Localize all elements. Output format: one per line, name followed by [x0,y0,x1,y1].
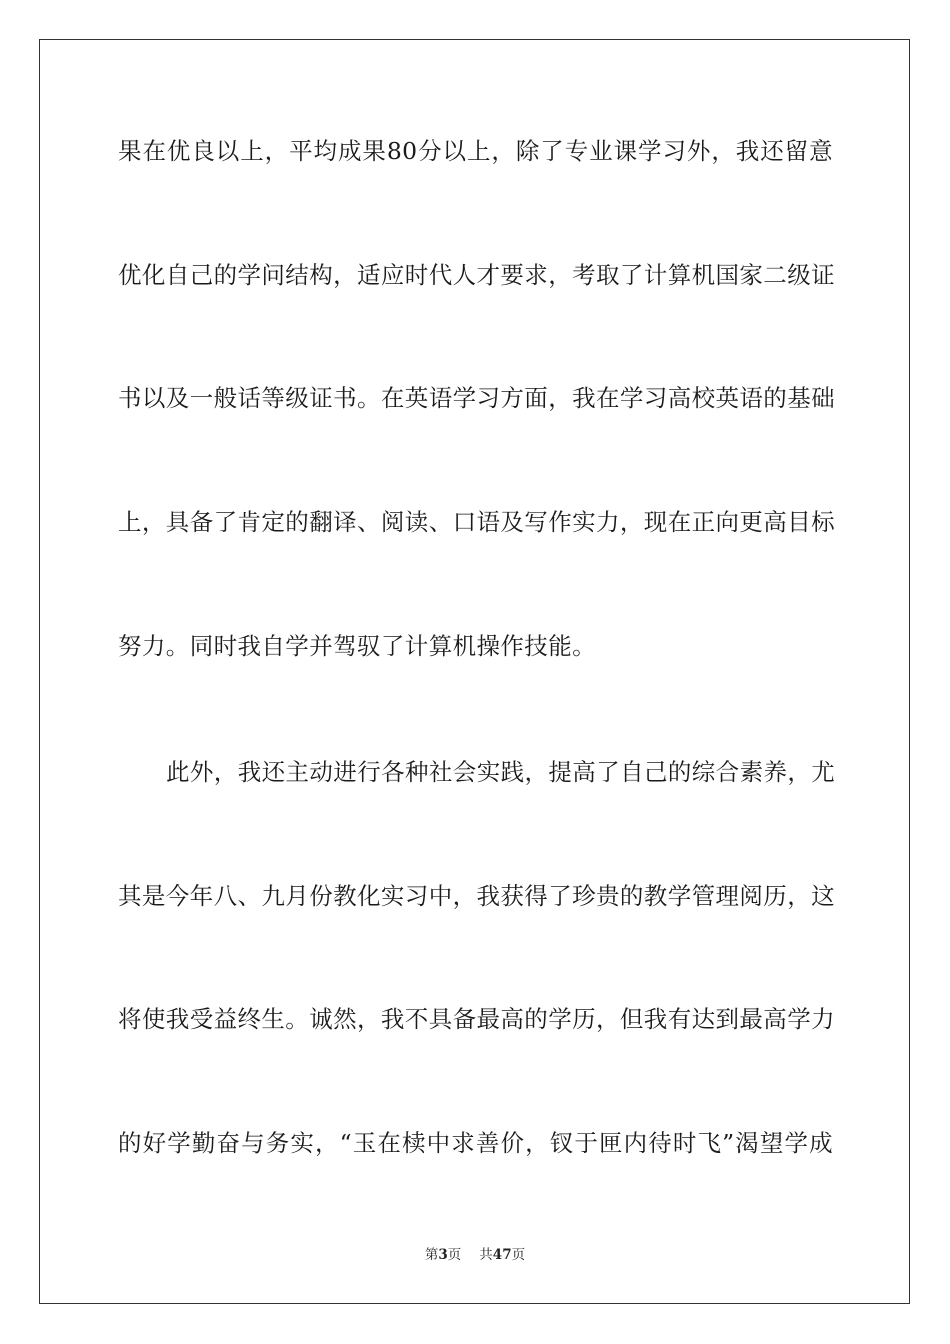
text-line-3: 书以及一般话等级证书。在英语学习方面，我在学习高校英语的基础 [118,384,835,412]
text-line-6: 此外，我还主动进行各种社会实践，提高了自己的综合素养，尤 [166,758,836,786]
text-line-5: 努力。同时我自学并驾驭了计算机操作技能。 [118,632,596,660]
footer-total-suffix: 页 [511,1247,526,1263]
text-line-8: 将使我受益终生。诚然，我不具备最高的学历，但我有达到最高学力 [118,1005,835,1033]
footer-page-number: 3 [438,1247,448,1263]
footer-page-suffix: 页 [447,1247,462,1263]
text-line-7: 其是今年八、九月份教化实习中，我获得了珍贵的教学管理阅历，这 [118,882,835,910]
text-line-2: 优化自己的学问结构，适应时代人才要求，考取了计算机国家二级证 [118,261,835,289]
text-line-9: 的好学勤奋与务实，“玉在椟中求善价，钗于匣内待时飞”渴望学成 [118,1129,833,1157]
footer-total-prefix: 共 [479,1247,493,1263]
page-border [39,39,910,1304]
page-footer [0,1246,950,1264]
footer-total-pages: 47 [492,1247,512,1263]
text-line-1: 果在优良以上，平均成果80分以上，除了专业课学习外，我还留意 [118,137,833,165]
footer-page-prefix: 第 [424,1247,439,1263]
text-line-4: 上，具备了肯定的翻译、阅读、口语及写作实力，现在正向更高目标 [118,508,835,536]
